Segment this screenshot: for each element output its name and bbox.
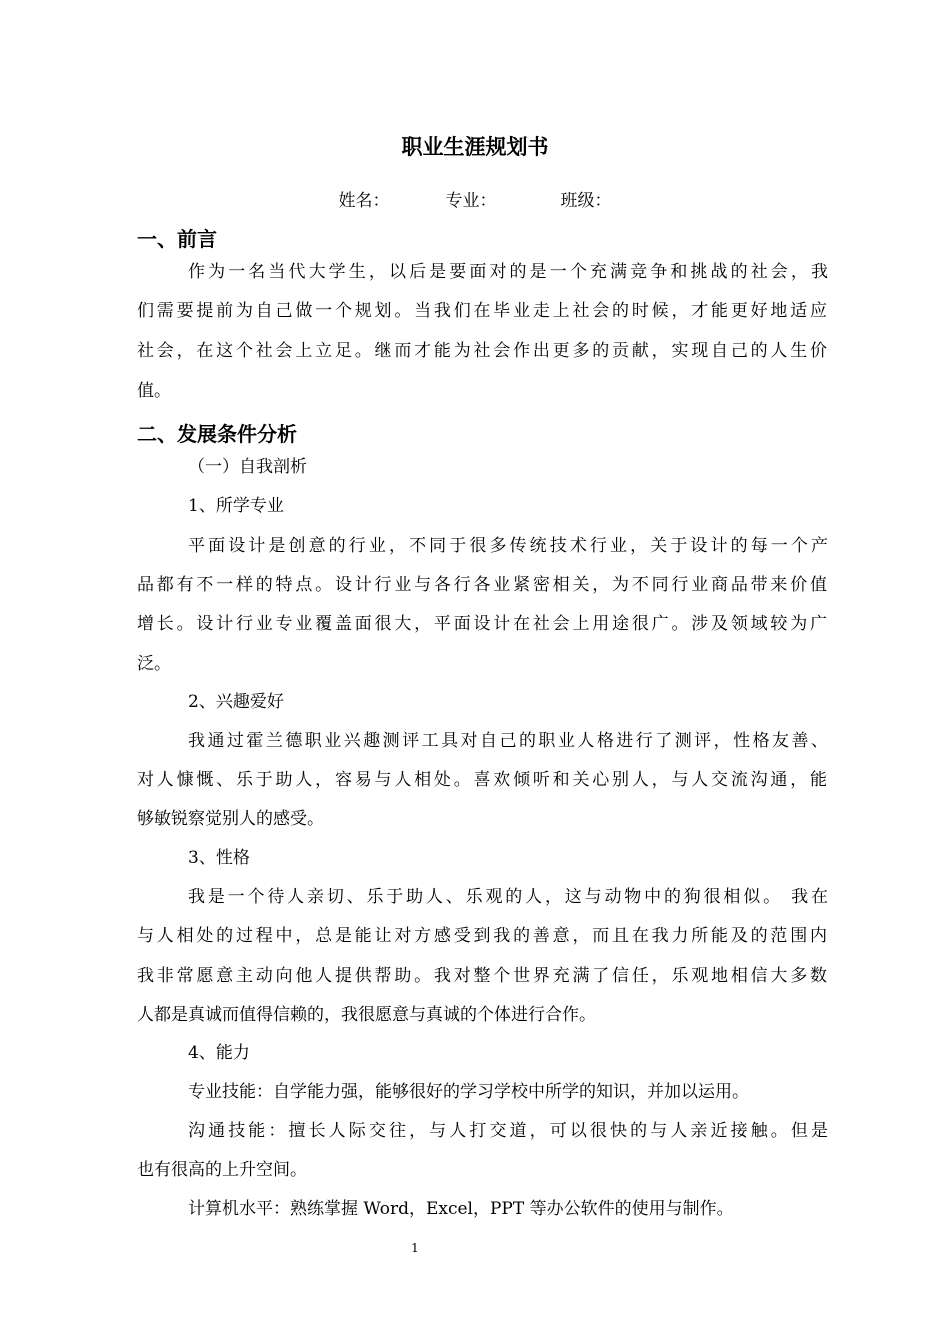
- section-heading-analysis: 二、发展条件分析: [137, 422, 297, 446]
- paragraph-line: 泛。: [137, 654, 171, 674]
- item-heading-personality: 3、性格: [188, 848, 250, 868]
- paragraph-line: 值。: [137, 381, 171, 401]
- paragraph-line: 对人慷慨、乐于助人，容易与人相处。喜欢倾听和关心别人，与人交流沟通，能: [137, 770, 827, 790]
- item-heading-interests: 2、兴趣爱好: [188, 692, 284, 712]
- paragraph-line: 够敏锐察觉别人的感受。: [137, 809, 324, 829]
- item-heading-abilities: 4、能力: [188, 1043, 250, 1063]
- paragraph-line: 增长。设计行业专业覆盖面很大，平面设计在社会上用途很广。涉及领域较为广: [137, 614, 827, 634]
- document-title: 职业生涯规划书: [401, 135, 549, 159]
- subsection-heading: （一）自我剖析: [188, 457, 307, 477]
- paragraph-line: 与人相处的过程中，总是能让对方感受到我的善意，而且在我力所能及的范围内: [137, 926, 827, 946]
- section-heading-preface: 一、前言: [137, 227, 217, 251]
- paragraph-line: 也有很高的上升空间。: [137, 1160, 307, 1180]
- name-label: 姓名：: [338, 191, 390, 211]
- student-info: [0, 186, 950, 211]
- paragraph-line: 沟通技能：擅长人际交往，与人打交道，可以很快的与人亲近接触。但是: [188, 1121, 828, 1141]
- paragraph-line: 我是一个待人亲切、乐于助人、乐观的人，这与动物中的狗很相似。 我在: [188, 887, 828, 907]
- paragraph-line: 作为一名当代大学生，以后是要面对的是一个充满竞争和挑战的社会，我: [188, 262, 828, 282]
- item-heading-major: 1、所学专业: [188, 496, 284, 516]
- paragraph-line: 计算机水平：熟练掌握 Word，Excel，PPT 等办公软件的使用与制作。: [188, 1199, 734, 1219]
- major-label: 专业：: [445, 191, 497, 211]
- paragraph-line: 我通过霍兰德职业兴趣测评工具对自己的职业人格进行了测评，性格友善、: [188, 731, 828, 751]
- paragraph-line: 我非常愿意主动向他人提供帮助。我对整个世界充满了信任，乐观地相信大多数: [137, 966, 827, 986]
- page-number: 1: [411, 1241, 419, 1255]
- paragraph-line: 社会，在这个社会上立足。继而才能为社会作出更多的贡献，实现自己的人生价: [137, 341, 827, 361]
- paragraph-line: 人都是真诚而值得信赖的，我很愿意与真诚的个体进行合作。: [137, 1005, 596, 1025]
- paragraph-line: 专业技能：自学能力强，能够很好的学习学校中所学的知识，并加以运用。: [188, 1082, 749, 1102]
- paragraph-line: 们需要提前为自己做一个规划。当我们在毕业走上社会的时候，才能更好地适应: [137, 301, 827, 321]
- paragraph-line: 平面设计是创意的行业，不同于很多传统技术行业，关于设计的每一个产: [188, 536, 828, 556]
- paragraph-line: 品都有不一样的特点。设计行业与各行各业紧密相关，为不同行业商品带来价值: [137, 575, 827, 595]
- class-label: 班级：: [560, 191, 612, 211]
